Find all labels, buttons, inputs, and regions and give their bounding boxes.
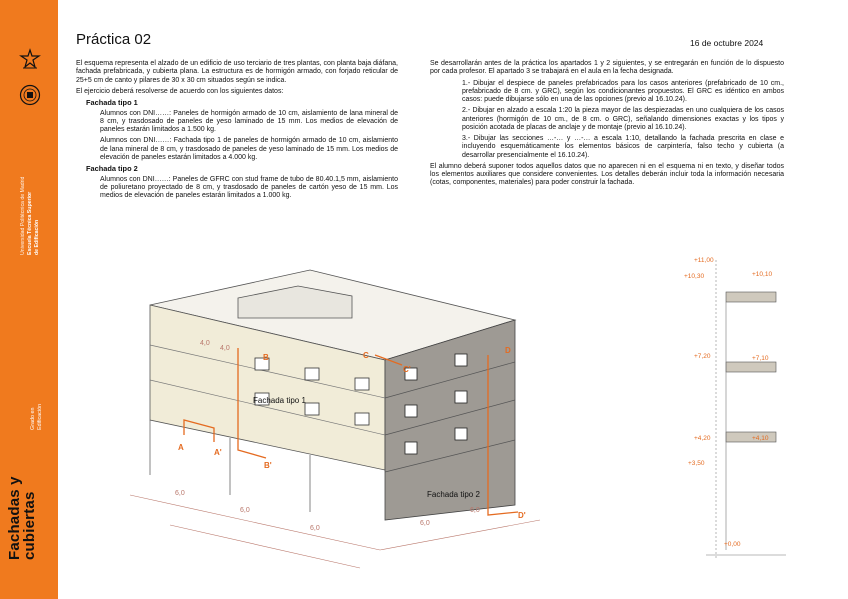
label-facade-type-1: Fachada tipo 1	[253, 396, 306, 405]
instruction-paragraph: El ejercicio deberá resolverse de acuerdo con los siguientes datos:	[76, 87, 284, 95]
svg-text:D: D	[505, 346, 511, 355]
sidebar	[0, 0, 58, 599]
task-item-3: 3.- Dibujar las secciones …-… y …-… a escala 1:10, detallando la fachada prescrita en clase e incluyendo esquemáticamente los elementos básicos de carpintería, falso techo y cubierta (a desarrollar presencialmente el 16.10.24).	[462, 135, 784, 159]
svg-text:+4,10: +4,10	[752, 435, 769, 442]
course-title: cubiertas	[21, 491, 38, 560]
svg-text:+7,10: +7,10	[752, 355, 769, 362]
page-title: Práctica 02	[76, 31, 152, 48]
tasks-intro: Se desarrollarán antes de la práctica los apartados 1 y 2 siguientes, y se entregarán en función de lo dispuesto por cada profesor. El apartado 3 se trabajará en el aula en la fecha designada.	[430, 60, 784, 76]
type1-option-a: Alumnos con DNI……: Paneles de hormigón armado de 10 cm, aislamiento de lana mineral de 8 cm, y trasdosado de paneles de yeso laminado de 15 mm. Los medios de elevación de paneles estarán limitados a 1.500 kg.	[100, 109, 398, 134]
building-axonometric	[120, 250, 650, 585]
svg-text:6,0: 6,0	[240, 507, 250, 514]
svg-text:+4,20: +4,20	[694, 435, 711, 442]
type2-option-a: Alumnos con DNI……: Paneles de GFRC con stud frame de tubo de 80.40.1,5 mm, aislamiento de poliuretano proyectado de 8 cm, y trasdosado de paneles de cartón yeso de 15 mm. Los medios de elevación de paneles estarán limitados a 1.000 kg.	[100, 175, 398, 200]
school-line: Escuela Técnica Superior	[27, 191, 33, 255]
svg-text:6,0: 6,0	[175, 490, 185, 497]
closing-paragraph: El alumno deberá suponer todos aquellos datos que no aparecen ni en el esquema ni en texto, y diseñar todos los elementos auxiliares que considere convenientes. Los detalles deberán incluir toda la información necesaria (cotas, componentes, materiales) para poder construir la fachada.	[430, 162, 784, 187]
svg-text:B: B	[263, 353, 269, 362]
task-item-2: 2.- Dibujar en alzado a escala 1:20 la pieza mayor de las despiezadas en uno cualquiera de los casos anteriores (hormigón de 10 cm., de 8 cm. o GRC), señalando dimensiones exactas y los tipos y posición acotada de placas de anclaje y de montaje (previo al 16.10.24).	[462, 107, 784, 131]
svg-text:+11,00: +11,00	[694, 257, 714, 264]
svg-text:A: A	[178, 443, 184, 452]
emblem-icon	[19, 48, 41, 70]
course-title: Fachadas y	[6, 476, 23, 560]
label-facade-type-2: Fachada tipo 2	[427, 490, 480, 499]
svg-text:+0,00: +0,00	[724, 541, 741, 548]
svg-text:D': D'	[518, 511, 526, 520]
right-column	[430, 60, 784, 191]
svg-text:A': A'	[214, 448, 222, 457]
intro-paragraph: El esquema representa el alzado de un edificio de uso terciario de tres plantas, con planta baja diáfana, fachada prefabricada, y cubierta plana. La estructura es de hormigón armado, con forjado reticular de 25+5 cm de canto y pilares de 30 x 30 cm situados según se indica.	[76, 60, 398, 84]
svg-text:4,0: 4,0	[220, 345, 230, 352]
seal-icon	[19, 84, 41, 106]
university-line: Universidad Politécnica de Madrid	[20, 176, 26, 255]
school-line: de Edificación	[34, 219, 40, 255]
type1-option-b: Alumnos con DNI……: Fachada tipo 1 de paneles de hormigón armado de 10 cm, aislamiento de lana mineral de 8 cm, y trasdosado de paneles de yeso laminado de 15 mm. Los medios de elevación de paneles estarán limitados a 4.000 kg.	[100, 137, 398, 161]
svg-text:B': B'	[264, 461, 272, 470]
svg-text:6,0: 6,0	[420, 520, 430, 527]
svg-text:+7,20: +7,20	[694, 353, 711, 360]
svg-text:C: C	[363, 351, 369, 360]
left-column	[76, 60, 398, 204]
svg-text:6,0: 6,0	[470, 507, 480, 514]
building-section	[676, 250, 796, 580]
svg-text:+3,50: +3,50	[688, 460, 705, 467]
svg-text:6,0: 6,0	[310, 525, 320, 532]
type2-heading: Fachada tipo 2	[86, 164, 138, 174]
degree-line: Grado en	[30, 407, 36, 430]
svg-text:4,0: 4,0	[200, 340, 210, 347]
type1-heading: Fachada tipo 1	[86, 98, 138, 107]
slabs	[726, 292, 776, 442]
svg-text:+10,30: +10,30	[684, 273, 705, 280]
svg-text:C': C'	[403, 365, 411, 374]
task-item-1: 1.- Dibujar el despiece de paneles prefabricados para los casos anteriores (prefabricado de 10 cm., prefabricado de 8 cm. y GRC), según los condicionantes propuestos. El GRC es idéntico en ambos casos: puede dibujarse sólo en una de las opciones (previo al 16.10.24).	[462, 79, 784, 103]
date: 16 de octubre 2024	[690, 38, 764, 48]
svg-text:+10,10: +10,10	[752, 271, 773, 278]
degree-line: Edificación	[37, 403, 43, 430]
